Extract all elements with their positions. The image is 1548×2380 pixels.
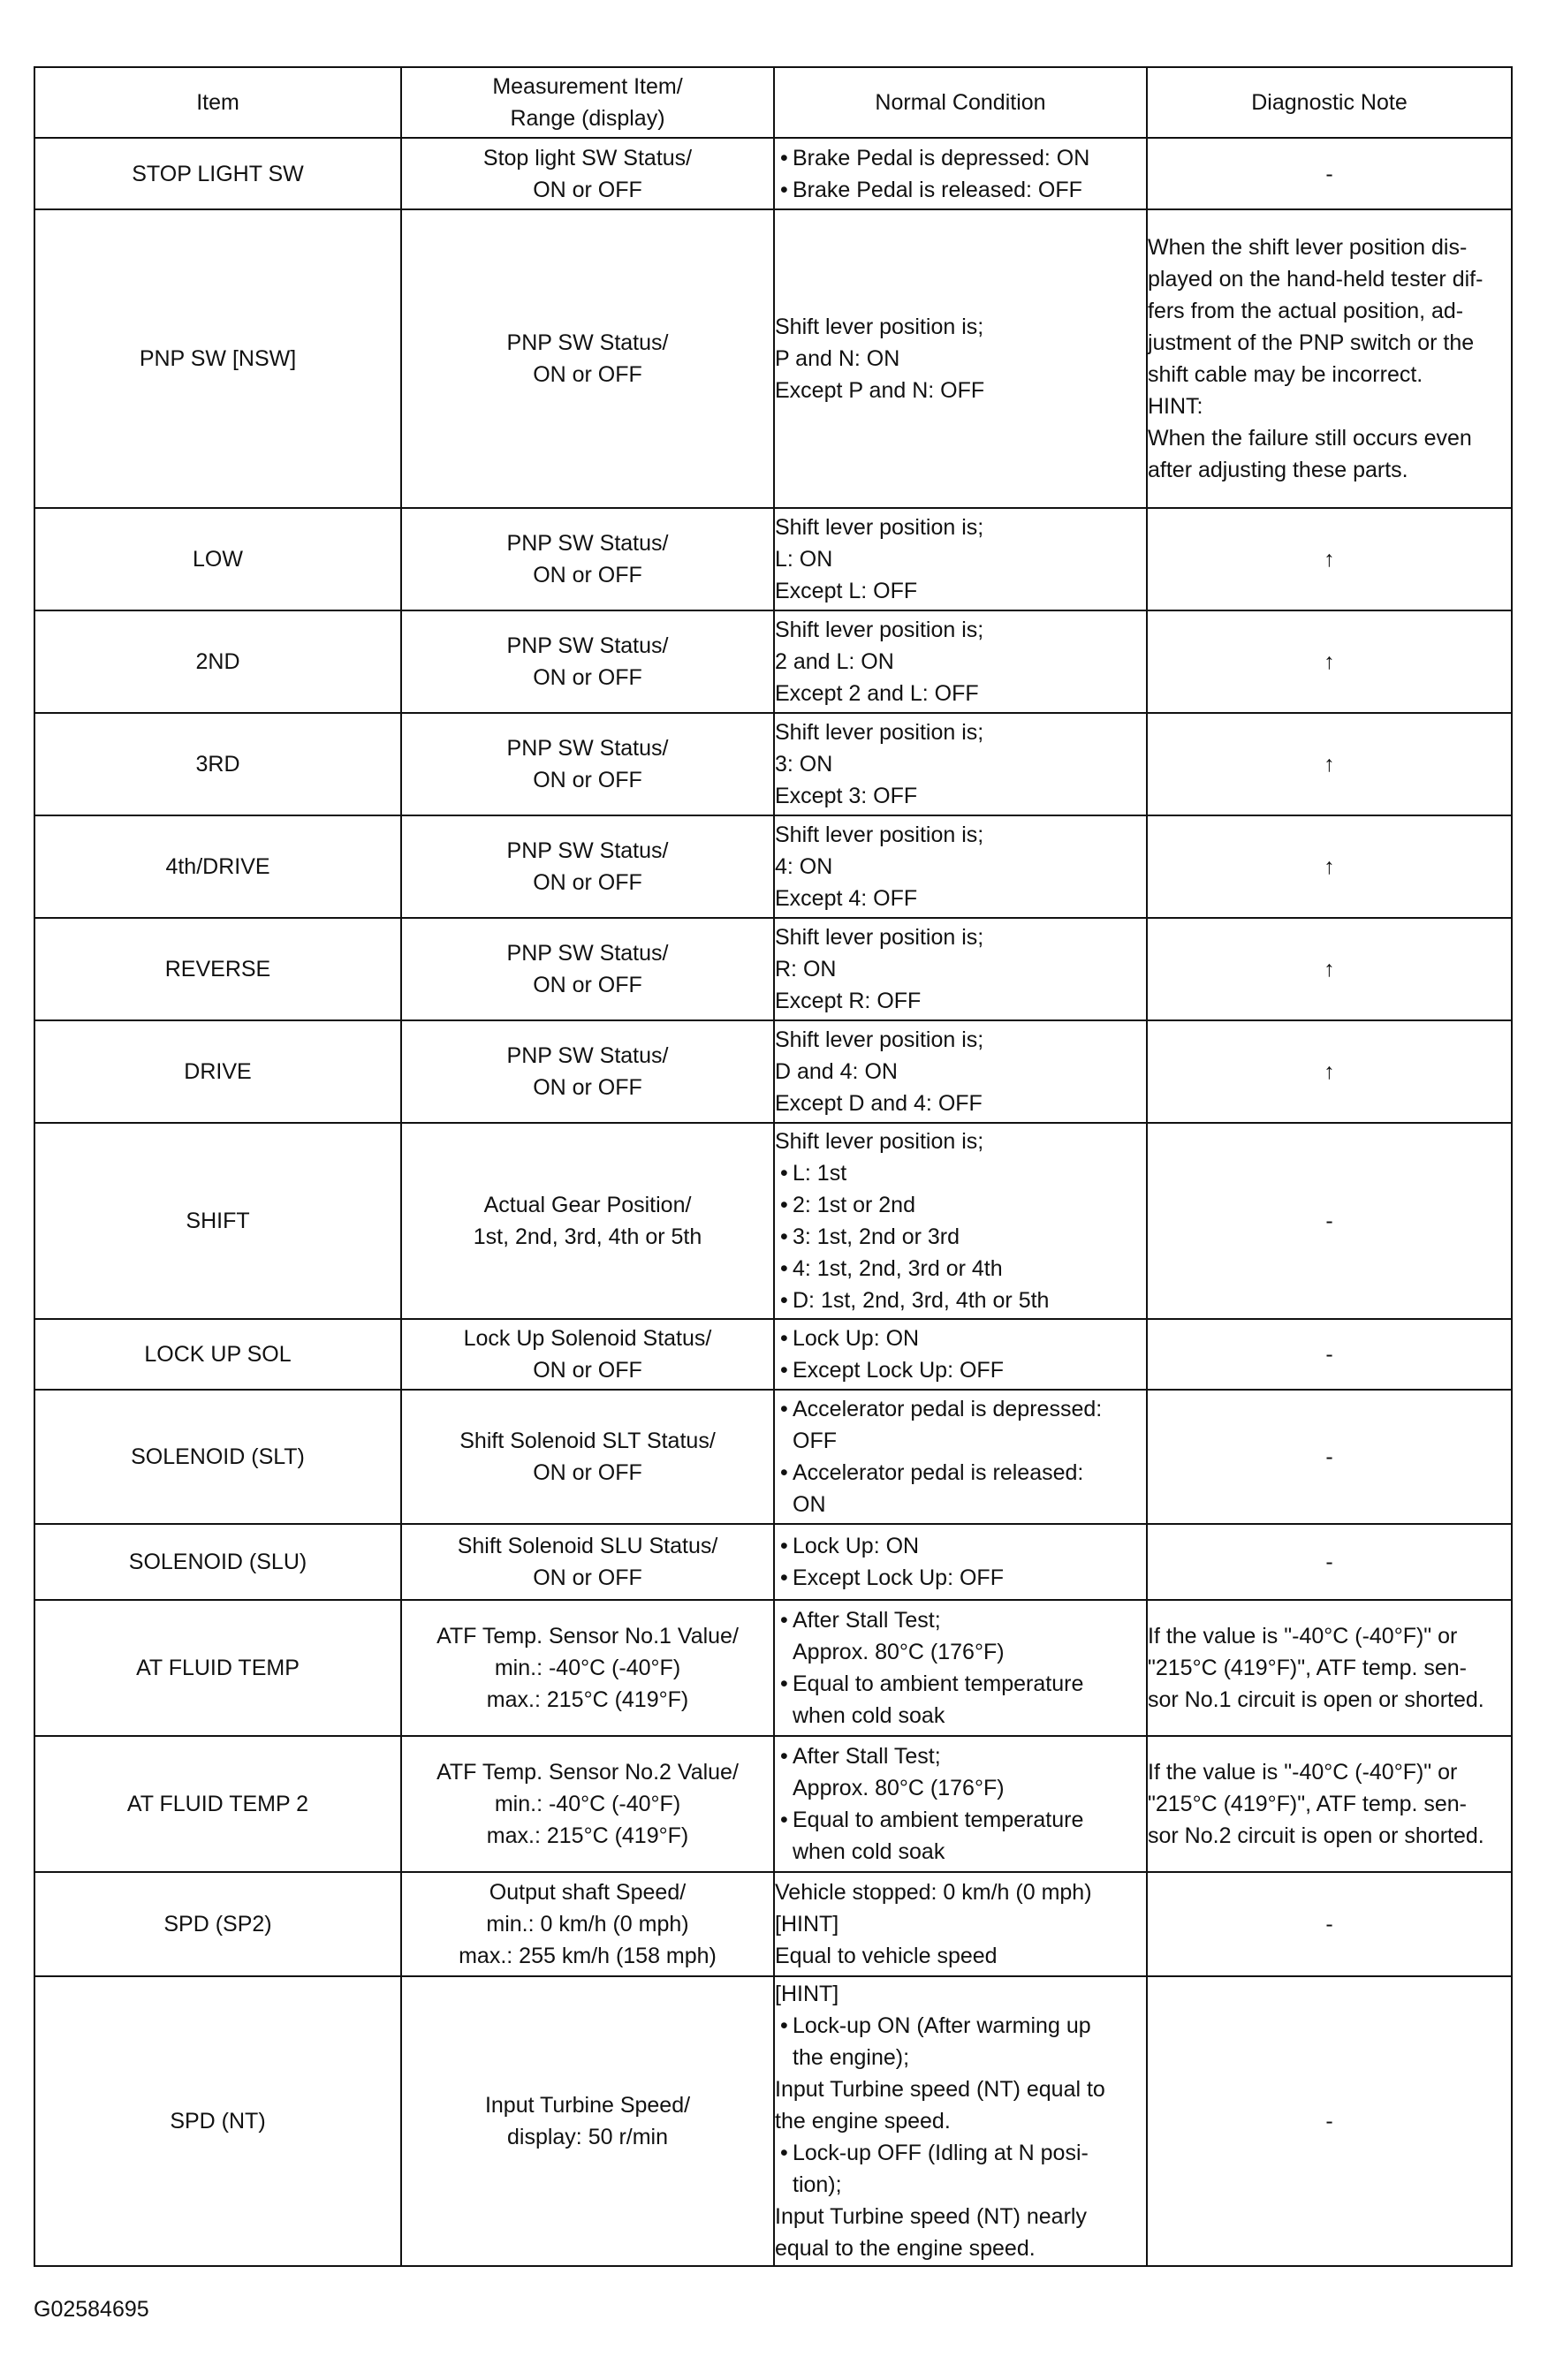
header-condition: Normal Condition bbox=[774, 67, 1147, 138]
note-cell bbox=[1147, 1872, 1512, 1976]
condition-line: 3: ON bbox=[775, 752, 833, 777]
table-row bbox=[34, 1123, 1512, 1319]
table-row bbox=[34, 1524, 1512, 1600]
condition-cell bbox=[774, 918, 1147, 1020]
condition-line: 4: ON bbox=[775, 854, 833, 879]
measurement-line: ON or OFF bbox=[533, 362, 642, 387]
condition-line: the engine); bbox=[793, 2045, 910, 2070]
measurement-line: PNP SW Status/ bbox=[506, 1043, 669, 1068]
condition-cell bbox=[774, 610, 1147, 713]
measurement-line: min.: 0 km/h (0 mph) bbox=[486, 1912, 689, 1937]
measurement-line: min.: -40°C (-40°F) bbox=[494, 1792, 681, 1816]
measurement-cell bbox=[401, 1390, 774, 1524]
note-line: after adjusting these parts. bbox=[1148, 458, 1408, 482]
item-cell: SHIFT bbox=[34, 1123, 401, 1319]
note-cell bbox=[1147, 1123, 1512, 1319]
note-ditto-arrow bbox=[1147, 508, 1512, 610]
condition-bullet: • Accelerator pedal is depressed: bbox=[775, 1393, 1146, 1425]
condition-line: [HINT] bbox=[775, 1982, 839, 2006]
condition-line: P and N: ON bbox=[775, 346, 900, 371]
measurement-line: max.: 215°C (419°F) bbox=[486, 1687, 689, 1712]
condition-line: Shift lever position is; bbox=[775, 720, 984, 745]
condition-bullet: • L: 1st bbox=[775, 1157, 1146, 1189]
item-cell: AT FLUID TEMP bbox=[34, 1600, 401, 1736]
measurement-line: ON or OFF bbox=[533, 177, 642, 202]
note-line: - bbox=[1325, 1550, 1333, 1574]
condition-bullet: • Equal to ambient temperature bbox=[775, 1804, 1146, 1836]
condition-line: the engine speed. bbox=[775, 2109, 951, 2134]
condition-cell bbox=[774, 1736, 1147, 1872]
note-line: ↑ bbox=[1324, 547, 1335, 572]
measurement-line: min.: -40°C (-40°F) bbox=[494, 1656, 681, 1680]
table-row bbox=[34, 1319, 1512, 1390]
condition-line: L: ON bbox=[775, 547, 833, 572]
condition-line: Except P and N: OFF bbox=[775, 378, 985, 403]
note-line: sor No.1 circuit is open or shorted. bbox=[1148, 1687, 1484, 1712]
condition-line: when cold soak bbox=[793, 1839, 945, 1864]
condition-line: Equal to vehicle speed bbox=[775, 1944, 998, 1968]
condition-line: Approx. 80°C (176°F) bbox=[793, 1640, 1005, 1664]
note-line: When the shift lever position dis- bbox=[1148, 235, 1468, 260]
condition-bullet: • Lock Up: ON bbox=[775, 1323, 1146, 1354]
condition-line: Except L: OFF bbox=[775, 579, 918, 603]
header-measurement bbox=[401, 67, 774, 138]
measurement-line: ON or OFF bbox=[533, 665, 642, 690]
measurement-cell bbox=[401, 1123, 774, 1319]
table-body bbox=[34, 138, 1512, 2266]
header-note: Diagnostic Note bbox=[1147, 67, 1512, 138]
note-line: If the value is "-40°C (-40°F)" or bbox=[1148, 1624, 1458, 1649]
condition-line: Except 2 and L: OFF bbox=[775, 681, 979, 706]
measurement-cell bbox=[401, 1976, 774, 2266]
measurement-line: max.: 215°C (419°F) bbox=[486, 1823, 689, 1848]
condition-bullet: • After Stall Test; bbox=[775, 1740, 1146, 1772]
condition-line: 2 and L: ON bbox=[775, 649, 894, 674]
note-line: ↑ bbox=[1324, 752, 1335, 777]
note-ditto-arrow bbox=[1147, 1020, 1512, 1123]
note-line: - bbox=[1325, 2109, 1333, 2134]
table-header-row bbox=[34, 67, 1512, 138]
table-row bbox=[34, 815, 1512, 918]
measurement-line: Output shaft Speed/ bbox=[489, 1880, 687, 1905]
condition-cell bbox=[774, 138, 1147, 209]
condition-cell bbox=[774, 1319, 1147, 1390]
condition-cell bbox=[774, 209, 1147, 508]
condition-bullet: • Lock-up ON (After warming up bbox=[775, 2010, 1146, 2042]
measurement-line: PNP SW Status/ bbox=[506, 736, 669, 761]
measurement-line: max.: 255 km/h (158 mph) bbox=[459, 1944, 717, 1968]
measurement-cell bbox=[401, 1020, 774, 1123]
note-line: fers from the actual position, ad- bbox=[1148, 299, 1464, 323]
note-line: justment of the PNP switch or the bbox=[1148, 330, 1475, 355]
condition-line: ON bbox=[793, 1492, 826, 1517]
measurement-line: Lock Up Solenoid Status/ bbox=[463, 1326, 712, 1351]
note-line: "215°C (419°F)", ATF temp. sen- bbox=[1148, 1656, 1468, 1680]
condition-line: Approx. 80°C (176°F) bbox=[793, 1776, 1005, 1800]
item-cell: LOW bbox=[34, 508, 401, 610]
condition-line: Shift lever position is; bbox=[775, 618, 984, 642]
condition-cell bbox=[774, 508, 1147, 610]
header-item: Item bbox=[34, 67, 401, 138]
table-row bbox=[34, 209, 1512, 508]
condition-bullet: • Accelerator pedal is released: bbox=[775, 1457, 1146, 1489]
table-row bbox=[34, 138, 1512, 209]
measurement-line: Input Turbine Speed/ bbox=[484, 2093, 691, 2118]
note-line: - bbox=[1325, 1912, 1333, 1937]
condition-line: Shift lever position is; bbox=[775, 822, 984, 847]
condition-bullet: • Except Lock Up: OFF bbox=[775, 1562, 1146, 1594]
table-row bbox=[34, 1600, 1512, 1736]
condition-bullet: • Except Lock Up: OFF bbox=[775, 1354, 1146, 1386]
condition-line: Input Turbine speed (NT) nearly bbox=[775, 2204, 1087, 2229]
note-line: ↑ bbox=[1324, 957, 1335, 982]
table-row bbox=[34, 508, 1512, 610]
item-cell: 3RD bbox=[34, 713, 401, 815]
measurement-line: Shift Solenoid SLU Status/ bbox=[457, 1534, 718, 1558]
note-cell bbox=[1147, 1600, 1512, 1736]
item-cell: STOP LIGHT SW bbox=[34, 138, 401, 209]
note-cell bbox=[1147, 209, 1512, 508]
measurement-line: 1st, 2nd, 3rd, 4th or 5th bbox=[473, 1224, 702, 1249]
measurement-cell bbox=[401, 138, 774, 209]
note-line: - bbox=[1325, 161, 1333, 186]
condition-line: Shift lever position is; bbox=[775, 315, 984, 339]
measurement-cell bbox=[401, 1736, 774, 1872]
condition-bullet: • Equal to ambient temperature bbox=[775, 1668, 1146, 1700]
condition-line: Except 3: OFF bbox=[775, 784, 918, 808]
condition-line: equal to the engine speed. bbox=[775, 2236, 1036, 2261]
note-line: - bbox=[1325, 1444, 1333, 1469]
condition-line: OFF bbox=[793, 1429, 837, 1453]
condition-line: [HINT] bbox=[775, 1912, 839, 1937]
note-line: - bbox=[1325, 1209, 1333, 1233]
condition-line: D and 4: ON bbox=[775, 1059, 898, 1084]
measurement-line: ON or OFF bbox=[533, 1565, 642, 1590]
condition-cell bbox=[774, 1020, 1147, 1123]
note-line: played on the hand-held tester dif- bbox=[1148, 267, 1484, 292]
condition-cell bbox=[774, 815, 1147, 918]
table-row bbox=[34, 1390, 1512, 1524]
measurement-cell bbox=[401, 713, 774, 815]
note-line: ↑ bbox=[1324, 1059, 1335, 1084]
condition-line: Shift lever position is; bbox=[775, 1129, 984, 1154]
note-cell bbox=[1147, 1319, 1512, 1390]
header-measurement-line: Range (display) bbox=[510, 106, 665, 131]
item-cell: LOCK UP SOL bbox=[34, 1319, 401, 1390]
condition-line: when cold soak bbox=[793, 1703, 945, 1728]
table-row bbox=[34, 610, 1512, 713]
condition-line: Shift lever position is; bbox=[775, 925, 984, 950]
header-measurement-line: Measurement Item/ bbox=[492, 74, 683, 99]
condition-bullet: • Lock-up OFF (Idling at N posi- bbox=[775, 2137, 1146, 2169]
condition-bullet: • Lock Up: ON bbox=[775, 1530, 1146, 1562]
note-line: - bbox=[1325, 1342, 1333, 1367]
measurement-line: ON or OFF bbox=[533, 1075, 642, 1100]
note-line: When the failure still occurs even bbox=[1148, 426, 1472, 451]
item-cell: PNP SW [NSW] bbox=[34, 209, 401, 508]
item-cell: AT FLUID TEMP 2 bbox=[34, 1736, 401, 1872]
condition-line: Except 4: OFF bbox=[775, 886, 918, 911]
measurement-line: Shift Solenoid SLT Status/ bbox=[459, 1429, 716, 1453]
measurement-cell bbox=[401, 1319, 774, 1390]
measurement-cell bbox=[401, 1524, 774, 1600]
measurement-cell bbox=[401, 1600, 774, 1736]
measurement-line: Actual Gear Position/ bbox=[483, 1193, 692, 1217]
item-cell: SPD (NT) bbox=[34, 1976, 401, 2266]
measurement-line: PNP SW Status/ bbox=[506, 838, 669, 863]
note-ditto-arrow bbox=[1147, 713, 1512, 815]
table-row bbox=[34, 1872, 1512, 1976]
note-line: ↑ bbox=[1324, 854, 1335, 879]
condition-line: Except R: OFF bbox=[775, 989, 922, 1013]
diagnostic-data-table bbox=[34, 66, 1513, 2267]
condition-cell bbox=[774, 1872, 1147, 1976]
condition-line: tion); bbox=[793, 2172, 842, 2197]
measurement-line: ATF Temp. Sensor No.1 Value/ bbox=[436, 1624, 739, 1649]
condition-line: Input Turbine speed (NT) equal to bbox=[775, 2077, 1105, 2102]
measurement-cell bbox=[401, 918, 774, 1020]
condition-bullet: • 4: 1st, 2nd, 3rd or 4th bbox=[775, 1253, 1146, 1285]
note-line: ↑ bbox=[1324, 649, 1335, 674]
table-row bbox=[34, 918, 1512, 1020]
note-line: sor No.2 circuit is open or shorted. bbox=[1148, 1823, 1484, 1848]
condition-cell bbox=[774, 1976, 1147, 2266]
measurement-cell bbox=[401, 508, 774, 610]
measurement-cell bbox=[401, 610, 774, 713]
measurement-line: ON or OFF bbox=[533, 870, 642, 895]
note-ditto-arrow bbox=[1147, 815, 1512, 918]
condition-bullet: • 3: 1st, 2nd or 3rd bbox=[775, 1221, 1146, 1253]
item-cell: SPD (SP2) bbox=[34, 1872, 401, 1976]
condition-bullet: • 2: 1st or 2nd bbox=[775, 1189, 1146, 1221]
condition-cell bbox=[774, 713, 1147, 815]
condition-line: Except D and 4: OFF bbox=[775, 1091, 983, 1116]
table-row bbox=[34, 1976, 1512, 2266]
item-cell: 4th/DRIVE bbox=[34, 815, 401, 918]
condition-bullet: • After Stall Test; bbox=[775, 1604, 1146, 1636]
condition-bullet: • Brake Pedal is depressed: ON bbox=[775, 142, 1146, 174]
item-cell: DRIVE bbox=[34, 1020, 401, 1123]
note-cell bbox=[1147, 1976, 1512, 2266]
item-cell: SOLENOID (SLT) bbox=[34, 1390, 401, 1524]
measurement-line: ON or OFF bbox=[533, 1358, 642, 1383]
note-line: HINT: bbox=[1148, 394, 1203, 419]
condition-cell bbox=[774, 1390, 1147, 1524]
condition-bullet: • D: 1st, 2nd, 3rd, 4th or 5th bbox=[775, 1285, 1146, 1316]
note-cell bbox=[1147, 1736, 1512, 1872]
condition-cell bbox=[774, 1524, 1147, 1600]
condition-bullet: • Brake Pedal is released: OFF bbox=[775, 174, 1146, 206]
measurement-cell bbox=[401, 209, 774, 508]
condition-line: R: ON bbox=[775, 957, 837, 982]
item-cell: 2ND bbox=[34, 610, 401, 713]
measurement-line: display: 50 r/min bbox=[506, 2125, 669, 2149]
measurement-line: ON or OFF bbox=[533, 1460, 642, 1485]
measurement-line: ATF Temp. Sensor No.2 Value/ bbox=[436, 1760, 739, 1785]
note-line: If the value is "-40°C (-40°F)" or bbox=[1148, 1760, 1458, 1785]
note-cell bbox=[1147, 138, 1512, 209]
condition-line: Shift lever position is; bbox=[775, 515, 984, 540]
measurement-line: ON or OFF bbox=[533, 768, 642, 792]
measurement-line: ON or OFF bbox=[533, 973, 642, 997]
measurement-line: ON or OFF bbox=[533, 563, 642, 587]
note-line: "215°C (419°F)", ATF temp. sen- bbox=[1148, 1792, 1468, 1816]
note-line: shift cable may be incorrect. bbox=[1148, 362, 1423, 387]
note-cell bbox=[1147, 1390, 1512, 1524]
table-row bbox=[34, 1020, 1512, 1123]
measurement-line: PNP SW Status/ bbox=[506, 941, 669, 966]
condition-cell bbox=[774, 1123, 1147, 1319]
note-ditto-arrow bbox=[1147, 610, 1512, 713]
condition-line: Vehicle stopped: 0 km/h (0 mph) bbox=[775, 1880, 1092, 1905]
note-cell bbox=[1147, 1524, 1512, 1600]
table-row bbox=[34, 1736, 1512, 1872]
measurement-cell bbox=[401, 1872, 774, 1976]
measurement-line: PNP SW Status/ bbox=[506, 330, 669, 355]
measurement-line: Stop light SW Status/ bbox=[482, 145, 693, 171]
measurement-line: PNP SW Status/ bbox=[506, 531, 669, 556]
measurement-cell bbox=[401, 815, 774, 918]
condition-cell bbox=[774, 1600, 1147, 1736]
table-row bbox=[34, 713, 1512, 815]
condition-line: Shift lever position is; bbox=[775, 1027, 984, 1052]
figure-id: G02584695 bbox=[34, 2297, 149, 2322]
note-ditto-arrow bbox=[1147, 918, 1512, 1020]
measurement-line: PNP SW Status/ bbox=[506, 633, 669, 658]
item-cell: REVERSE bbox=[34, 918, 401, 1020]
item-cell: SOLENOID (SLU) bbox=[34, 1524, 401, 1600]
